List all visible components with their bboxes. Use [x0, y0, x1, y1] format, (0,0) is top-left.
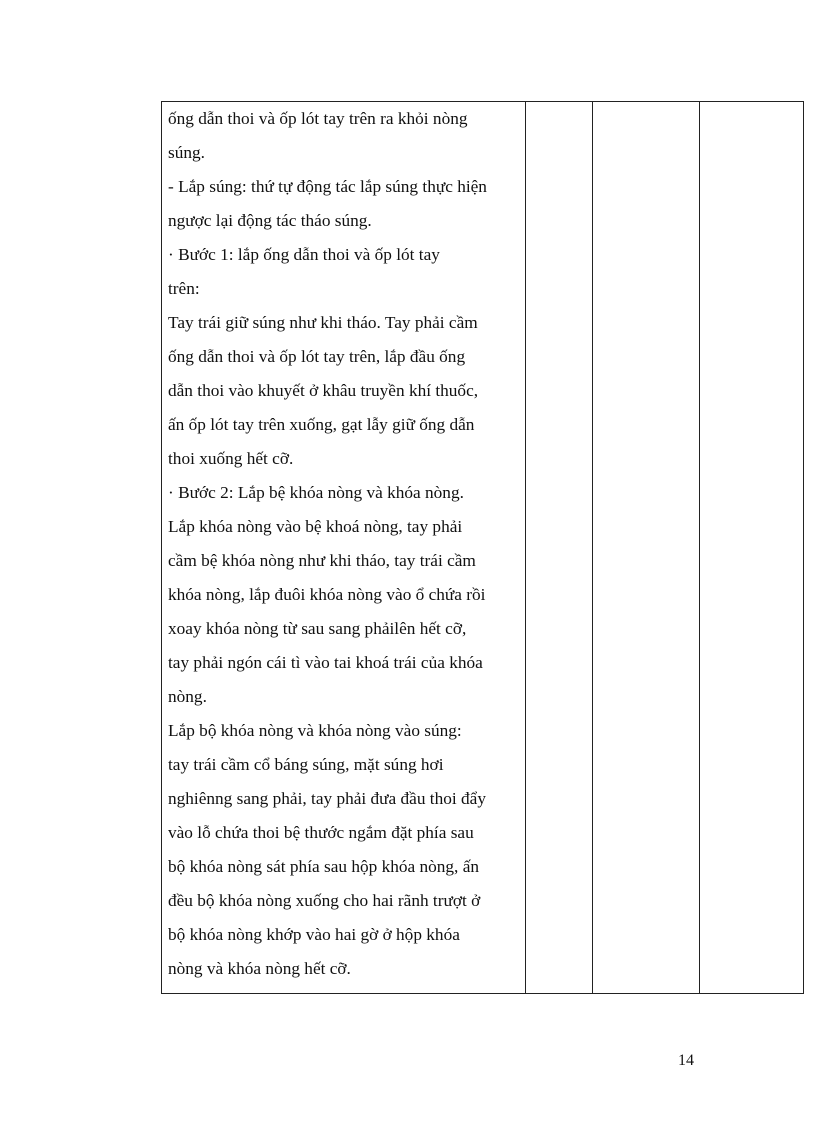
text-line: ống dẫn thoi và ốp lót tay trên ra khỏi nòng — [168, 109, 468, 128]
text-line: khóa nòng, lắp đuôi khóa nòng vào ổ chứa rồi — [168, 585, 486, 604]
text-line: · Bước 2: Lắp bệ khóa nòng và khóa nòng. — [168, 483, 464, 502]
text-line: Lắp khóa nòng vào bệ khoá nòng, tay phải — [168, 517, 463, 536]
text-line: · Bước 1: lắp ống dẫn thoi và ốp lót tay — [168, 245, 440, 264]
text-line: ống dẫn thoi và ốp lót tay trên, lắp đầu ống — [168, 347, 466, 366]
content-table — [161, 101, 804, 994]
text-line: trên: — [168, 279, 200, 298]
text-line: nòng và khóa nòng hết cỡ. — [168, 959, 351, 978]
instruction-cell — [162, 102, 526, 994]
text-line: Lắp bộ khóa nòng và khóa nòng vào súng: — [168, 721, 462, 740]
text-line: bộ khóa nòng sát phía sau hộp khóa nòng, ấn — [168, 857, 480, 876]
text-line: dẫn thoi vào khuyết ở khâu truyền khí thuốc, — [168, 381, 479, 400]
text-line: thoi xuống hết cỡ. — [168, 449, 294, 468]
text-line: nòng. — [168, 687, 207, 706]
page-number: 14 — [678, 1052, 694, 1069]
empty-cell — [593, 102, 700, 994]
text-line: tay trái cầm cổ báng súng, mặt súng hơi — [168, 755, 444, 774]
instruction-text — [162, 102, 525, 986]
text-line: xoay khóa nòng từ sau sang phảilên hết cỡ, — [168, 619, 467, 638]
empty-cell — [700, 102, 804, 994]
table-row — [162, 102, 804, 994]
empty-cell — [526, 102, 593, 994]
text-line: đều bộ khóa nòng xuống cho hai rãnh trượt ở — [168, 891, 481, 910]
text-line: - Lắp súng: thứ tự động tác lắp súng thực hiện — [168, 177, 487, 196]
text-line: bộ khóa nòng khớp vào hai gờ ở hộp khóa — [168, 925, 460, 944]
text-line: cầm bệ khóa nòng như khi tháo, tay trái cầm — [168, 551, 476, 570]
text-line: ngược lại động tác tháo súng. — [168, 211, 372, 230]
text-line: súng. — [168, 143, 205, 162]
text-line: ấn ốp lót tay trên xuống, gạt lẫy giữ ống dẫn — [168, 415, 475, 434]
text-line: nghiênng sang phải, tay phải đưa đầu thoi đẩy — [168, 789, 486, 808]
text-line: tay phải ngón cái tì vào tai khoá trái của khóa — [168, 653, 483, 672]
text-line: Tay trái giữ súng như khi tháo. Tay phải cầm — [168, 313, 478, 332]
text-line: vào lỗ chứa thoi bệ thước ngắm đặt phía sau — [168, 823, 474, 842]
